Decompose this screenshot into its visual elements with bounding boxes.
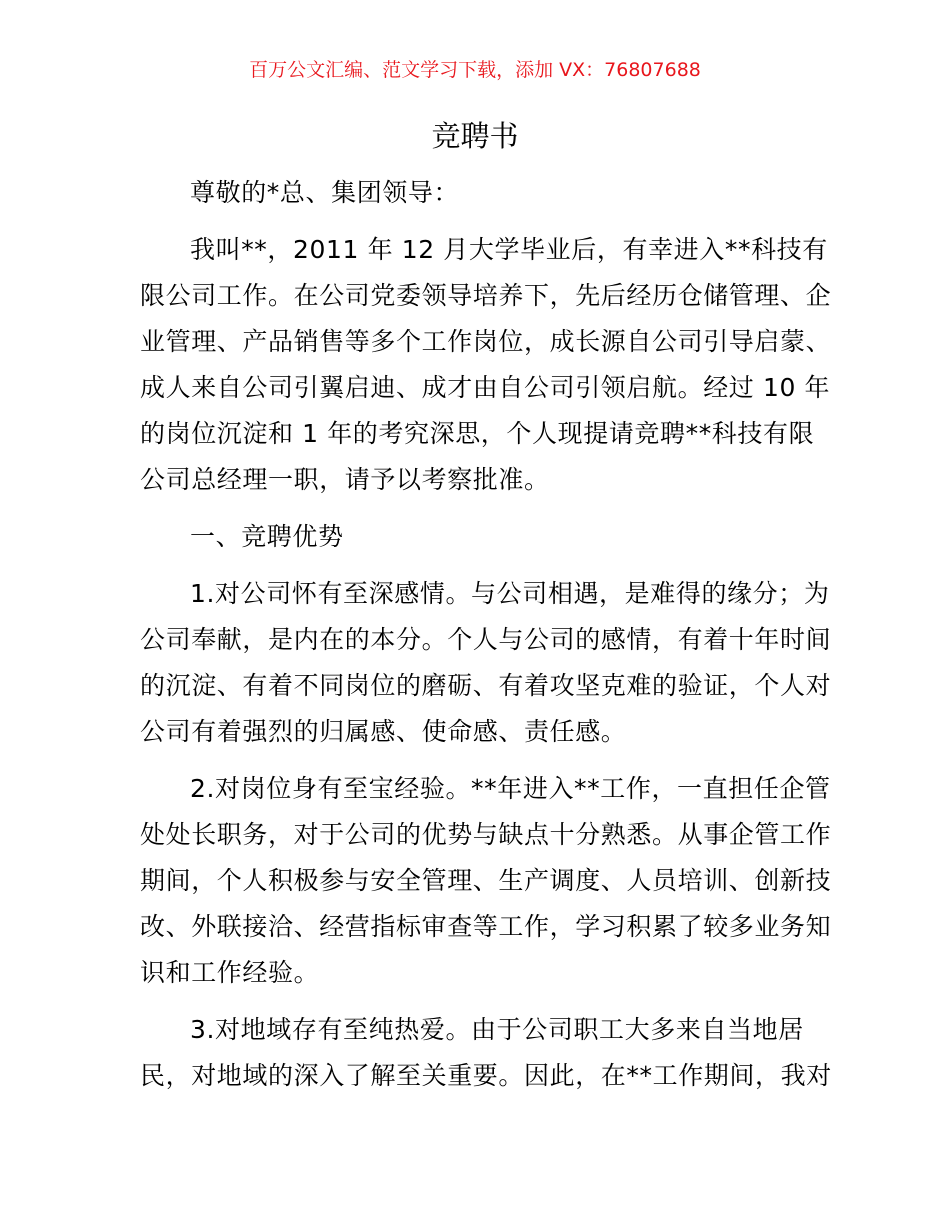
text-line: 期间，个人积极参与安全管理、生产调度、人员培训、创新技 xyxy=(140,866,832,895)
document-body xyxy=(140,170,832,1099)
text-line: 限公司工作。在公司党委领导培养下，先后经历仓储管理、企 xyxy=(140,281,832,310)
text-line: 处处长职务，对于公司的优势与缺点十分熟悉。从事企管工作 xyxy=(140,820,832,849)
text-line: 3.对地域存有至纯热爱。由于公司职工大多来自当地居 xyxy=(190,1015,804,1044)
text-line: 成人来自公司引翼启迪、成才由自公司引领启航。经过 10 年 xyxy=(140,373,831,402)
text-line: 公司有着强烈的归属感、使命感、责任感。 xyxy=(140,717,627,746)
text-line: 民，对地域的深入了解至关重要。因此，在**工作期间，我对 xyxy=(140,1061,832,1090)
text-line: 业管理、产品销售等多个工作岗位，成长源自公司引导启蒙、 xyxy=(140,327,832,356)
section-heading xyxy=(140,514,812,560)
text-line: 我叫**，2011 年 12 月大学毕业后，有幸进入**科技有 xyxy=(190,235,828,264)
text-line: 识和工作经验。 xyxy=(140,958,320,987)
text-line: 1.对公司怀有至深感情。与公司相遇，是难得的缘分；为 xyxy=(190,579,830,608)
heading-text: 一、竞聘优势 xyxy=(190,522,344,551)
text-line: 2.对岗位身有至宝经验。**年进入**工作，一直担任企管 xyxy=(190,774,831,803)
text-line: 的岗位沉淀和 1 年的考究深思，个人现提请竞聘**科技有限 xyxy=(140,419,815,448)
paragraph-advantage-1 xyxy=(140,571,832,755)
text-line: 改、外联接洽、经营指标审查等工作，学习积累了较多业务知 xyxy=(140,912,832,941)
text-line: 公司总经理一职，请予以考察批准。 xyxy=(140,465,550,494)
paragraph-advantage-2 xyxy=(140,766,832,996)
text-line: 公司奉献，是内在的本分。个人与公司的感情，有着十年时间 xyxy=(140,625,832,654)
salutation: 尊敬的*总、集团领导： xyxy=(190,178,460,207)
document-title: 竞聘书 xyxy=(431,119,519,153)
promo-banner: 百万公文汇编、范文学习下载，添加 VX：76807688 xyxy=(249,59,701,81)
paragraph-intro xyxy=(140,227,832,503)
text-line: 的沉淀、有着不同岗位的磨砺、有着攻坚克难的验证，个人对 xyxy=(140,671,832,700)
paragraph-advantage-3 xyxy=(140,1007,832,1099)
